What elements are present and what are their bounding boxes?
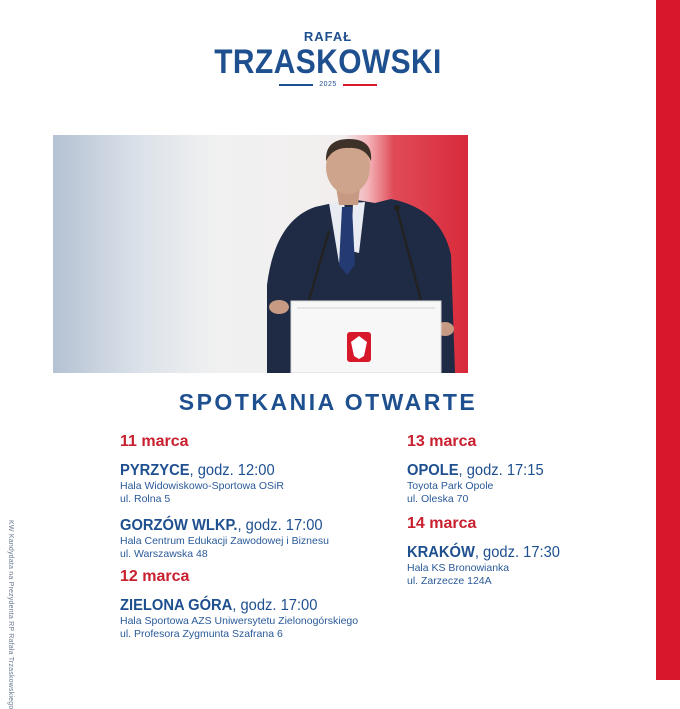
event-city: ZIELONA GÓRA [120,597,233,614]
logo-last-name: TRZASKOWSKI [214,43,442,81]
day-group [407,432,637,506]
event-time: , godz. 17:00 [237,517,323,534]
speaker-photo [53,135,468,373]
event-time: , godz. 17:30 [474,544,560,561]
event-address: ul. Warszawska 48 [120,548,208,560]
event-city: KRAKÓW [407,544,475,561]
event-city-line [407,461,619,480]
day-group [407,514,637,588]
logo-rule-right [343,84,377,86]
event-venue: Hala KS Bronowianka [407,562,510,574]
day-date: 11 marca [120,433,189,450]
logo-first-name: RAFAŁ [303,29,353,44]
event-address: ul. Zarzecze 124A [407,575,492,587]
day-date: 14 marca [407,515,477,532]
event-item [407,543,637,588]
logo-year: 2025 [319,81,337,88]
campaign-logo [0,30,656,88]
day-date: 13 marca [407,433,477,450]
logo-year-row [0,81,656,88]
event-address: ul. Oleska 70 [407,493,469,505]
event-city: GORZÓW WLKP. [120,517,238,534]
event-item [120,516,380,561]
event-venue: Hala Sportowa AZS Uniwersytetu Zielonogórskiego [120,615,359,627]
schedule-right-column [407,432,637,598]
event-address: ul. Rolna 5 [120,493,171,505]
event-time: , godz. 17:00 [232,597,318,614]
logo-rule-left [279,84,313,86]
headline: SPOTKANIA OTWARTE [178,389,478,415]
legal-note: KW Kandydata na Prezydenta RP Rafała Trzaskowskiego [7,520,14,709]
event-time: , godz. 12:00 [189,462,275,479]
event-item [407,461,637,506]
event-time: , godz. 17:15 [458,462,544,479]
event-venue: Toyota Park Opole [407,480,494,492]
event-venue: Hala Centrum Edukacji Zawodowej i Biznesu [120,535,329,547]
event-city-line [120,596,359,615]
event-item [120,461,380,506]
day-group [120,567,380,641]
day-date: 12 marca [120,568,190,585]
event-city-line [407,543,619,562]
day-group [120,432,380,561]
event-item [120,596,380,641]
event-venue: Hala Widowiskowo-Sportowa OSiR [120,480,284,492]
event-city-line [120,516,359,535]
event-address: ul. Profesora Zygmunta Szafrana 6 [120,628,283,640]
speaker-illustration [53,135,468,373]
schedule-left-column [120,432,380,651]
event-city-line [120,461,359,480]
event-city: PYRZYCE [120,462,190,479]
right-red-stripe [656,0,680,680]
event-city: OPOLE [407,462,459,479]
